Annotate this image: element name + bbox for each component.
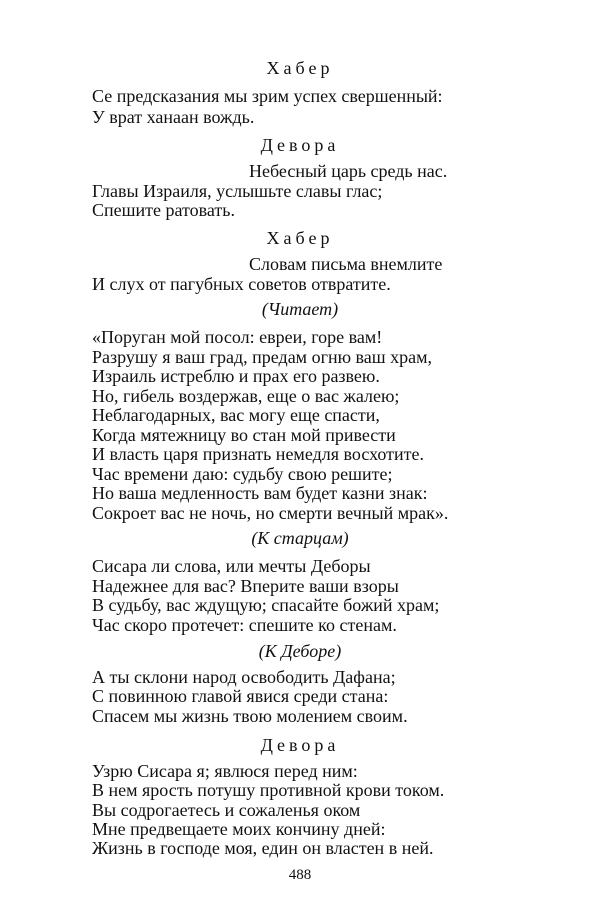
verse-line: А ты склони народ освободить Дафана; <box>92 667 396 687</box>
speaker-name: Девора <box>260 735 340 755</box>
verse-line: И власть царя признать немедля восхотите. <box>92 444 424 464</box>
verse-line: Израиль истреблю и прах его развею. <box>92 366 380 386</box>
verse-line: Узрю Сисара я; явлюся перед ним: <box>92 761 358 781</box>
verse-line: Се предсказания мы зрим успех свершенный: <box>92 86 443 106</box>
verse-line: В нем ярость потушу противной крови током. <box>92 780 445 800</box>
verse-line: Но ваша медленность вам будет казни знак: <box>92 483 428 503</box>
verse-line: У врат ханаан вождь. <box>92 107 255 127</box>
verse-line: Разрушу я ваш град, предам огню ваш храм, <box>92 347 433 367</box>
verse-line: В судьбу, вас ждущую; спасайте божий храм; <box>92 595 440 615</box>
verse-line: И слух от пагубных советов отвратите. <box>92 274 391 294</box>
verse-line: Сисара ли слова, или мечты Деборы <box>92 556 371 576</box>
verse-line: Небесный царь средь нас. <box>249 161 448 181</box>
verse-line: Час скоро протечет: спешите ко стенам. <box>92 615 397 635</box>
verse-line: Мне предвещаете моих кончину дней: <box>92 819 386 839</box>
verse-line: Главы Израиля, услышьте славы глас; <box>92 181 383 201</box>
page-number: 488 <box>288 867 312 883</box>
verse-line: Словам письма внемлите <box>249 254 443 274</box>
speaker-name: Хабер <box>266 228 334 248</box>
speaker-name: Девора <box>260 135 340 155</box>
verse-line: Спасем мы жизнь твою молением своим. <box>92 706 408 726</box>
verse-line: Но, гибель воздержав, еще о вас жалею; <box>92 386 400 406</box>
stage-direction: (Читает) <box>261 299 339 319</box>
stage-direction: (К старцам) <box>251 528 349 548</box>
verse-line: Неблагодарных, вас могу еще спасти, <box>92 405 380 425</box>
verse-line: Вы содрогаетесь и сожаленья оком <box>92 800 361 820</box>
stage-direction: (К Деборе) <box>258 641 342 661</box>
verse-line: Сокроет вас не ночь, но смерти вечный мрак». <box>92 503 449 523</box>
verse-line: Спешите ратовать. <box>92 200 235 220</box>
verse-line: «Поруган мой посол: евреи, горе вам! <box>92 327 383 347</box>
verse-line: Час времени даю: судьбу свою решите; <box>92 464 393 484</box>
verse-line: Надежнее для вас? Вперите ваши взоры <box>92 576 399 596</box>
verse-line: Жизнь в господе моя, един он властен в ней. <box>92 838 434 858</box>
speaker-name: Хабер <box>266 58 334 78</box>
verse-line: Когда мятежницу во стан мой привести <box>92 425 396 445</box>
verse-line: С повинною главой явися среди стана: <box>92 686 389 706</box>
